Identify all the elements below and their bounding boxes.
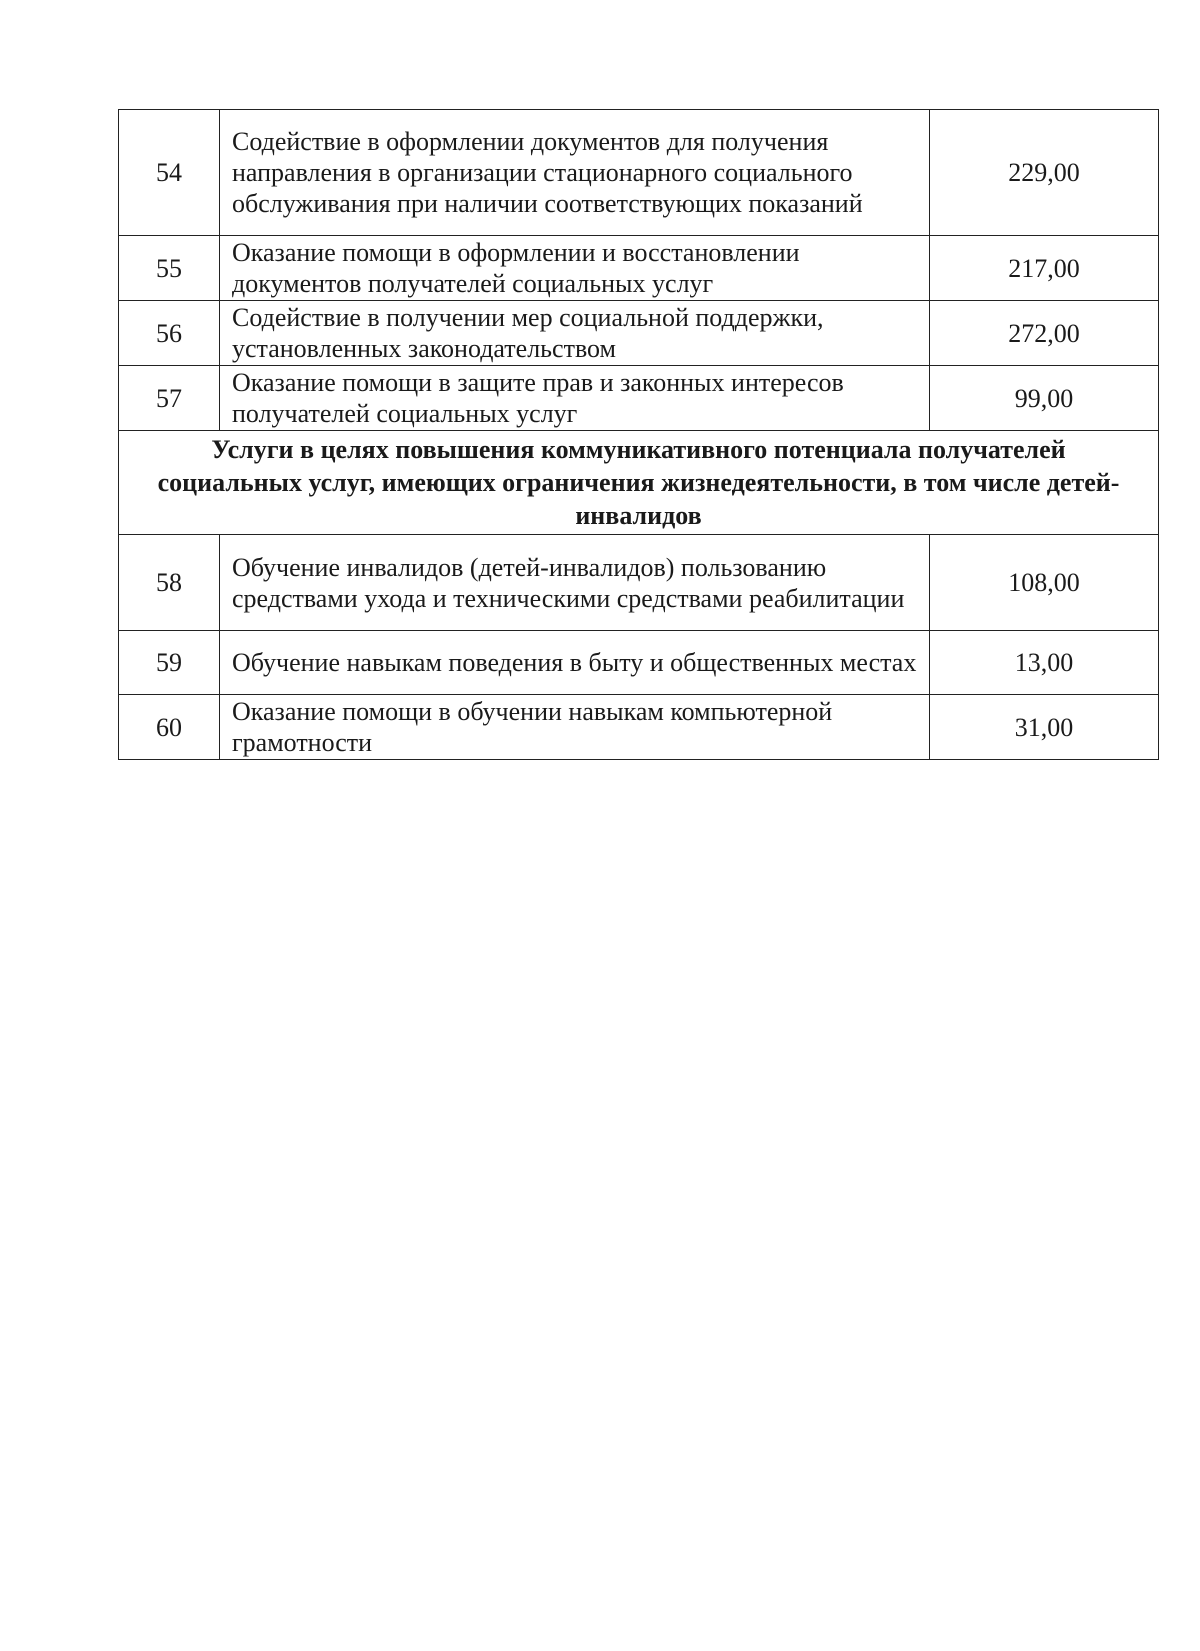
row-number: 59 [119, 631, 220, 695]
row-number: 57 [119, 366, 220, 431]
section-heading: Услуги в целях повышения коммуникативного потенциала получателей социальных услуг, имеющих ограничения жизнедеятельности, в том числе детей-инвалидов [119, 431, 1159, 535]
services-price-table [118, 109, 1159, 760]
row-number: 60 [119, 695, 220, 760]
table-row [119, 366, 1159, 431]
table-row [119, 236, 1159, 301]
service-name: Содействие в оформлении документов для получения направления в организации стационарного социального обслуживания при наличии соответствующих показаний [220, 110, 930, 236]
service-price: 31,00 [930, 695, 1159, 760]
row-number: 55 [119, 236, 220, 301]
table-row [119, 301, 1159, 366]
service-price: 272,00 [930, 301, 1159, 366]
service-name: Оказание помощи в обучении навыкам компьютерной грамотности [220, 695, 930, 760]
row-number: 54 [119, 110, 220, 236]
service-name: Оказание помощи в защите прав и законных интересов получателей социальных услуг [220, 366, 930, 431]
section-row [119, 431, 1159, 535]
service-price: 108,00 [930, 535, 1159, 631]
row-number: 56 [119, 301, 220, 366]
service-price: 229,00 [930, 110, 1159, 236]
table-row [119, 631, 1159, 695]
service-name: Содействие в получении мер социальной поддержки, установленных законодательством [220, 301, 930, 366]
service-name: Оказание помощи в оформлении и восстановлении документов получателей социальных услуг [220, 236, 930, 301]
row-number: 58 [119, 535, 220, 631]
service-name: Обучение инвалидов (детей-инвалидов) пользованию средствами ухода и техническими средствами реабилитации [220, 535, 930, 631]
table-row [119, 695, 1159, 760]
table-row [119, 110, 1159, 236]
table-row [119, 535, 1159, 631]
service-price: 99,00 [930, 366, 1159, 431]
service-price: 13,00 [930, 631, 1159, 695]
service-price: 217,00 [930, 236, 1159, 301]
service-name: Обучение навыкам поведения в быту и общественных местах [220, 631, 930, 695]
